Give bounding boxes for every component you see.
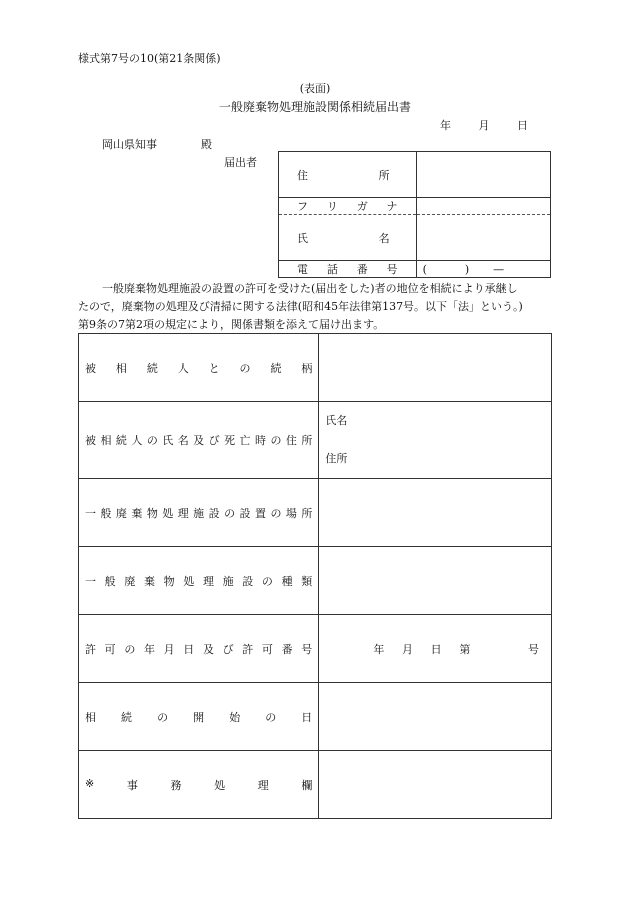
char: の	[261, 574, 273, 588]
table-row	[79, 751, 552, 819]
char: の	[239, 361, 251, 375]
char: 設	[239, 506, 251, 520]
char: 氏	[297, 231, 308, 245]
applicant-phone-field[interactable]	[416, 261, 550, 278]
char: 被	[85, 434, 96, 447]
permit-field[interactable]	[319, 615, 552, 683]
char: 許	[85, 642, 96, 656]
char: 設	[208, 506, 220, 520]
char: 廃	[124, 574, 136, 588]
applicant-furigana-label	[279, 198, 417, 215]
body-line-2: たので，廃棄物の処理及び清掃に関する法律(昭和45年法律第137号。以下「法」という。)	[78, 300, 523, 313]
table-row	[79, 402, 552, 479]
facility-type-field[interactable]	[319, 547, 552, 615]
char: の	[270, 434, 282, 447]
char: 続	[115, 434, 127, 447]
char: 物	[163, 574, 175, 588]
char: フ	[297, 200, 308, 213]
char: の	[124, 642, 136, 656]
char: 相	[115, 361, 127, 375]
char: 理	[202, 574, 214, 588]
char: 相	[85, 710, 96, 724]
date-month: 月	[478, 119, 490, 132]
char: 日	[183, 642, 195, 656]
facility-type-label	[79, 547, 319, 615]
char: 氏	[162, 434, 174, 447]
decedent-name-label: 氏名	[325, 414, 348, 427]
table-row	[79, 334, 552, 402]
decedent-field[interactable]	[319, 402, 552, 479]
char: リ	[326, 200, 338, 213]
char: 種	[281, 574, 293, 588]
char: 可	[261, 642, 273, 656]
char: 般	[104, 574, 116, 588]
date-day: 日	[517, 119, 528, 132]
char: 始	[229, 710, 241, 724]
char: 話	[326, 263, 338, 276]
char: 人	[177, 361, 189, 375]
char: 電	[297, 263, 308, 276]
char: 事	[126, 778, 138, 792]
dash: —	[493, 262, 505, 276]
char: 務	[170, 778, 182, 792]
char: 処	[162, 506, 174, 520]
char: 番	[281, 642, 293, 656]
char: 類	[301, 574, 313, 588]
table-row	[79, 615, 552, 683]
permit-month: 月	[402, 642, 414, 656]
char: 名	[177, 434, 189, 447]
body-line-3: 第9条の7第2項の規定により，関係書類を添えて届け出ます。	[78, 318, 385, 331]
body-line-1: 一般廃棄物処理施設の設置の許可を受けた(届出をした)者の地位を相続により承継し	[102, 282, 518, 295]
char: 号	[301, 642, 313, 656]
char: 人	[131, 434, 143, 447]
permit-number-suffix: 号	[527, 642, 539, 656]
relationship-field[interactable]	[319, 334, 552, 402]
table-row	[79, 683, 552, 751]
char: 月	[163, 642, 175, 656]
applicant-phone-label	[279, 261, 417, 278]
decedent-address-label: 住所	[325, 452, 348, 465]
office-use-label	[79, 751, 319, 819]
char: 許	[242, 642, 254, 656]
applicant-address-label	[279, 152, 417, 198]
relationship-label	[79, 334, 319, 402]
applicant-address-field[interactable]	[416, 152, 550, 198]
inheritance-start-label	[79, 683, 319, 751]
char: 開	[193, 710, 205, 724]
char: 可	[104, 642, 116, 656]
char: 棄	[131, 506, 143, 520]
permit-label	[79, 615, 319, 683]
applicant-name-label	[279, 215, 417, 261]
applicant-furigana-field[interactable]	[416, 198, 550, 215]
permit-day: 日	[430, 642, 442, 656]
char: の	[224, 506, 236, 520]
char: 所	[301, 434, 313, 447]
char: 相	[100, 434, 112, 447]
table-row	[79, 479, 552, 547]
char: 及	[202, 642, 214, 656]
char: 続	[121, 710, 133, 724]
char: 死	[224, 434, 236, 447]
char: 理	[257, 778, 269, 792]
char: 亡	[239, 434, 251, 447]
char: 般	[100, 506, 112, 520]
addressee-honorific: 殿	[201, 138, 212, 151]
char: 名	[378, 231, 390, 245]
addressee	[102, 136, 212, 152]
char: び	[208, 434, 220, 447]
date-line	[440, 117, 528, 133]
char: 柄	[301, 361, 313, 375]
char: 処	[214, 778, 226, 792]
char: 設	[242, 574, 254, 588]
main-table	[78, 333, 552, 819]
char: 置	[254, 506, 266, 520]
applicant-label: 届出者	[224, 156, 257, 169]
char: 処	[183, 574, 195, 588]
applicant-table	[278, 151, 551, 278]
date-year: 年	[440, 119, 451, 132]
permit-year: 年	[373, 642, 385, 656]
char: 所	[378, 168, 390, 182]
char: 廃	[115, 506, 127, 520]
form-title: 一般廃棄物処理施設関係相続届出書	[218, 100, 411, 114]
char: 続	[270, 361, 282, 375]
char: の	[146, 434, 158, 447]
char: 理	[177, 506, 189, 520]
char: 欄	[301, 778, 313, 792]
char: 時	[254, 434, 266, 447]
char: 日	[301, 710, 313, 724]
char: 号	[386, 263, 398, 276]
char: 施	[222, 574, 234, 588]
char: 所	[301, 506, 313, 520]
paren-close: )	[464, 262, 470, 276]
char: 住	[285, 434, 297, 447]
char: 場	[285, 506, 297, 520]
char: 住	[297, 168, 308, 182]
char: の	[265, 710, 277, 724]
form-side: (表面)	[299, 82, 331, 95]
table-row	[79, 547, 552, 615]
office-use-field[interactable]	[319, 751, 552, 819]
char: ガ	[356, 200, 368, 213]
char: 及	[193, 434, 205, 447]
form-id: 様式第7号の10(第21条関係)	[78, 52, 221, 65]
char: 続	[146, 361, 158, 375]
char: 番	[356, 263, 368, 276]
permit-number-prefix: 第	[459, 642, 471, 656]
char: の	[270, 506, 282, 520]
decedent-label	[79, 402, 319, 479]
addressee-name: 岡山県知事	[102, 138, 157, 151]
paren-open: (	[422, 262, 427, 276]
applicant-name-field[interactable]	[416, 215, 550, 261]
facility-location-label	[79, 479, 319, 547]
char: の	[157, 710, 169, 724]
char: 被	[85, 361, 96, 375]
char: 棄	[143, 574, 155, 588]
char: び	[222, 642, 234, 656]
char: 物	[146, 506, 158, 520]
char: ナ	[386, 200, 398, 213]
char: と	[208, 361, 220, 375]
char: 施	[193, 506, 205, 520]
char: ※	[85, 776, 95, 790]
inheritance-start-field[interactable]	[319, 683, 552, 751]
char: 一	[85, 506, 96, 520]
char: 一	[85, 574, 96, 588]
char: 年	[143, 642, 155, 656]
facility-location-field[interactable]	[319, 479, 552, 547]
